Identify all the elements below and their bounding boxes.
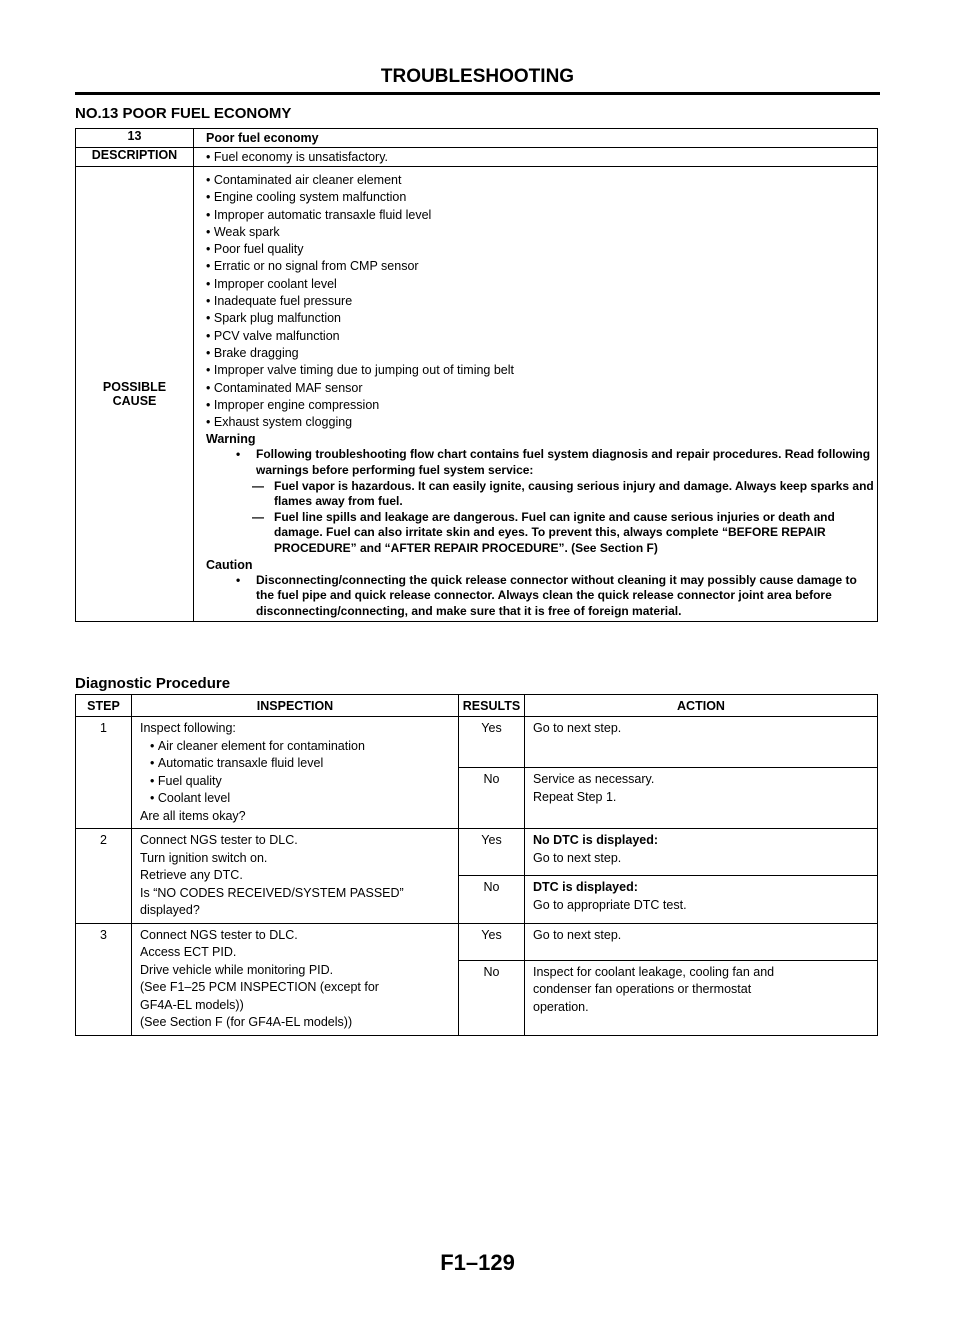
cause-item: • Inadequate fuel pressure <box>206 293 877 310</box>
inspection-line: Connect NGS tester to DLC. <box>140 833 298 847</box>
symptom-row <box>76 129 878 148</box>
action-line: Go to next step. <box>533 850 622 865</box>
action-line-bold: No DTC is displayed: <box>533 833 659 847</box>
inspection-item: • Fuel quality <box>140 773 450 791</box>
description-value: Fuel economy is unsatisfactory. <box>213 150 389 164</box>
inspection-item: • Automatic transaxle fluid level <box>140 755 450 773</box>
cause-item: • Improper valve timing due to jumping out of timing belt <box>206 362 877 379</box>
inspection-item: • Air cleaner element for contamination <box>140 738 450 756</box>
inspection-line: Retrieve any DTC. <box>140 868 243 882</box>
cause-item: • Contaminated MAF sensor <box>206 380 877 397</box>
cause-list <box>206 169 877 431</box>
action-yes <box>525 829 878 876</box>
cause-item: • Spark plug malfunction <box>206 310 877 327</box>
inspection-line: Are all items okay? <box>140 808 246 823</box>
caution-item <box>236 573 877 620</box>
header-results: RESULTS <box>459 695 525 717</box>
step-row <box>76 923 878 960</box>
inspection-line: Connect NGS tester to DLC. <box>140 927 298 942</box>
warning-sub1-text: Fuel vapor is hazardous. It can easily ignite, causing serious injury and damage. Always keep sparks and flames away from fuel. <box>274 478 874 509</box>
cause-item: • Exhaust system clogging <box>206 414 877 431</box>
step-row <box>76 717 878 768</box>
inspection-line: (See Section F (for GF4A-EL models)) <box>140 1015 353 1029</box>
action-yes: Go to next step. <box>525 923 878 960</box>
bullet-icon: • <box>236 572 241 587</box>
cause-item: • Weak spark <box>206 224 877 241</box>
possible-cause-label <box>76 167 194 622</box>
header-rule <box>75 92 880 95</box>
action-line-bold: DTC is displayed: <box>533 880 638 895</box>
description-row <box>76 148 878 167</box>
action-no <box>525 960 878 1035</box>
header-step: STEP <box>76 695 132 717</box>
warning-sub-item <box>236 479 877 510</box>
action-line: operation. <box>533 999 589 1014</box>
inspection-line: displayed? <box>140 903 200 917</box>
dash-icon: — <box>252 478 264 493</box>
inspection-line: Access ECT PID. <box>140 945 237 959</box>
section-title: NO.13 POOR FUEL ECONOMY <box>75 105 292 122</box>
step-number: 3 <box>76 923 132 1035</box>
symptom-table <box>75 128 878 622</box>
action-line: Service as necessary. <box>533 772 655 786</box>
warning-body <box>206 447 877 556</box>
cause-item: • Improper engine compression <box>206 397 877 414</box>
warning-title: Warning <box>206 432 256 447</box>
caution-text: Disconnecting/connecting the quick release connector without cleaning it may possibly cause damage to the fuel pipe and quick release connector. Always clean the quick release connector joint area before disconnecting/connecting, and make sure that it is free of foreign material. <box>256 572 857 618</box>
dash-icon: — <box>252 509 264 524</box>
action-line: Go to appropriate DTC test. <box>533 897 687 912</box>
header-action: ACTION <box>525 695 878 717</box>
possible-cause-content <box>194 167 878 622</box>
cause-item: • Erratic or no signal from CMP sensor <box>206 258 877 275</box>
cause-item: • Improper automatic transaxle fluid level <box>206 207 877 224</box>
step-inspection <box>132 829 459 924</box>
caution-title: Caution <box>206 557 253 572</box>
step-number: 2 <box>76 829 132 924</box>
result-no: No <box>459 876 525 923</box>
step-inspection <box>132 923 459 1035</box>
result-yes: Yes <box>459 923 525 960</box>
step-row <box>76 829 878 876</box>
warning-sub2-text: Fuel line spills and leakage are dangerous. Fuel can ignite and cause serious injuries or death and damage. Fuel can also irritate skin and eyes. To prevent this, always complete “BEFORE REPAIR PROCEDURE” and “AFTER REPAIR PROCEDURE”. (See Section F) <box>274 509 835 556</box>
inspection-line: Drive vehicle while monitoring PID. <box>140 962 334 977</box>
result-yes: Yes <box>459 829 525 876</box>
diagnostic-table <box>75 694 878 1036</box>
inspection-item: • Coolant level <box>140 790 450 808</box>
cause-item: • Contaminated air cleaner element <box>206 172 877 189</box>
step-number: 1 <box>76 717 132 829</box>
cause-label-line2: CAUSE <box>112 394 157 409</box>
result-yes: Yes <box>459 717 525 768</box>
action-line: Inspect for coolant leakage, cooling fan and <box>533 964 775 979</box>
bullet-icon: • <box>236 447 241 462</box>
cause-item: • Improper coolant level <box>206 276 877 293</box>
cause-label-line1: POSSIBLE <box>102 380 167 395</box>
caution-body <box>206 573 877 620</box>
description-label: DESCRIPTION <box>76 148 194 167</box>
page-number: F1–129 <box>440 1250 515 1275</box>
inspection-line: Turn ignition switch on. <box>140 850 268 865</box>
symptom-number: 13 <box>76 129 194 148</box>
warning-sub-item <box>236 510 877 557</box>
action-line: Repeat Step 1. <box>533 789 617 804</box>
cause-item: • Engine cooling system malfunction <box>206 189 877 206</box>
cause-item: • PCV valve malfunction <box>206 328 877 345</box>
warning-item <box>236 447 877 478</box>
diagnostic-header-row <box>76 695 878 717</box>
action-line: condenser fan operations or thermostat <box>533 982 752 996</box>
inspection-line: Is “NO CODES RECEIVED/SYSTEM PASSED” <box>140 885 404 900</box>
warning-text: Following troubleshooting flow chart contains fuel system diagnosis and repair procedures. Read following warnings before performing fuel system service: <box>256 447 871 478</box>
inspection-line: Inspect following: <box>140 721 236 735</box>
inspection-line: (See F1–25 PCM INSPECTION (except for <box>140 980 379 994</box>
action-no <box>525 876 878 923</box>
description-text: • Fuel economy is unsatisfactory. <box>194 148 878 167</box>
symptom-name: Poor fuel economy <box>194 129 878 148</box>
header-inspection: INSPECTION <box>132 695 459 717</box>
cause-item: • Poor fuel quality <box>206 241 877 258</box>
step-inspection <box>132 717 459 829</box>
diagnostic-procedure-title: Diagnostic Procedure <box>75 675 231 692</box>
action-yes: Go to next step. <box>525 717 878 768</box>
cause-item: • Brake dragging <box>206 345 877 362</box>
inspection-line: GF4A-EL models)) <box>140 997 244 1012</box>
result-no: No <box>459 960 525 1035</box>
result-no: No <box>459 768 525 829</box>
action-no <box>525 768 878 829</box>
possible-cause-row <box>76 167 878 622</box>
page-header-title: TROUBLESHOOTING <box>380 66 575 87</box>
